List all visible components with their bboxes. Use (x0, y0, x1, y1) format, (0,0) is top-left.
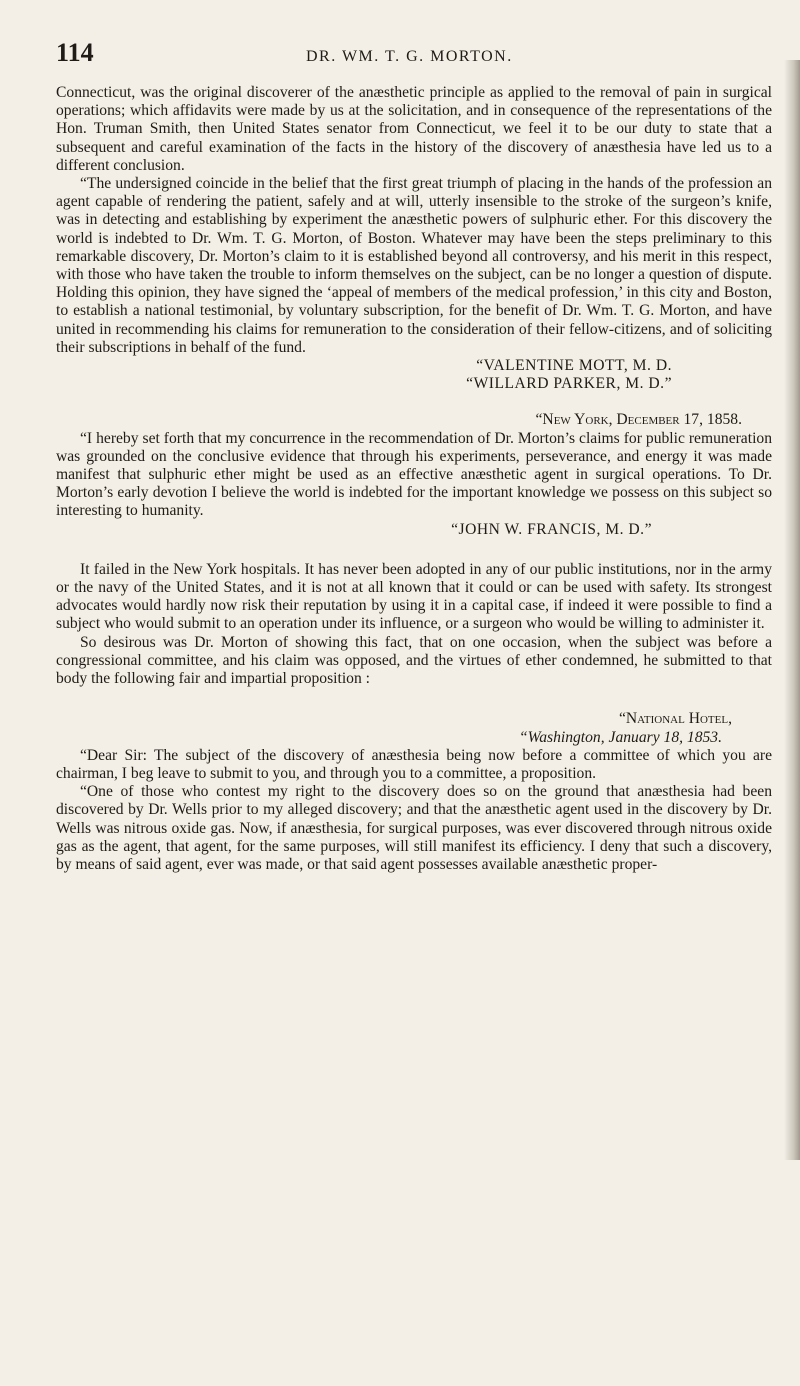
paragraph-letter-argument: “One of those who contest my right to the discovery does so on the ground that anæsthesia had been discovered by Dr. Wells prior to my alleged discovery; and that the anæsthetic agent used in the discovery by Dr. Wells was nitrous oxide gas. Now, if anæsthesia, for surgical purposes, was ever discovered through nitrous oxide gas as the agent, that agent, for the same purposes, will still manifest its efficiency. I deny that such a discovery, by means of said agent, ever was made, or that said agent possesses available anæsthetic proper- (56, 783, 772, 873)
signature-francis: “JOHN W. FRANCIS, M. D.” (451, 520, 652, 538)
paragraph-francis-statement: “I hereby set forth that my concurrence in the recommendation of Dr. Morton’s claims for public remuneration was grounded on the conclusive evidence that through his experiments, perseverance, and energy it was made manifest that sulphuric ether might be used as an effective anæsthetic agent in surgical operations. To Dr. Morton’s early devotion I believe the world is indebted for the important knowledge we possess on this subject so interesting to humanity. (56, 429, 772, 520)
running-title: DR. WM. T. G. MORTON. (306, 48, 513, 65)
paragraph-hospitals: It failed in the New York hospitals. It has never been adopted in any of our public institutions, nor in the army or the navy of the United States, and it is not at all known that it could or can be used with safety. Its strongest advocates would hardly now risk their reputation by using it in a capital case, if indeed it were possible to find a subject who would submit to an operation under its influence, or a surgeon who would be willing to administer it. (56, 560, 772, 633)
book-page (56, 38, 772, 874)
paragraph-joint-statement: “The undersigned coincide in the belief that the first great triumph of placing in the hands of the profession an agent capable of rendering the patient, safely and at will, utterly insensible to the stroke of the surgeon’s knife, was in detecting and establishing by experiment the anæsthetic powers of sulphuric ether. For this discovery the world is indebted to Dr. Wm. T. G. Morton, of Boston. Whatever may have been the steps preliminary to this remarkable discovery, Dr. Morton’s claim to it is established beyond all controversy, and his merit in this respect, with those who have taken the trouble to inform themselves on the subject, can be no longer a question of dispute. Holding this opinion, they have signed the ‘appeal of members of the medical profession,’ in this city and Boston, to establish a national testimonial, by voluntary subscription, for the benefit of Dr. Wm. T. G. Morton, and have united in recommending his claims for remuneration to the consideration of their fellow-citizens, and of soliciting their subscriptions in behalf of the fund. (56, 175, 772, 356)
dateline-national-hotel: “National Hotel, (618, 710, 732, 728)
signature-parker: “WILLARD PARKER, M. D.” (466, 375, 672, 393)
page-number: 114 (56, 38, 94, 67)
signature-mott: “VALENTINE MOTT, M. D. (476, 357, 672, 375)
paragraph-affidavit-retraction: Connecticut, was the original discoverer of the anæsthetic principle as applied to the removal of pain in surgical operations; which affidavits were made by us at the solicitation, and in consequence of the representations of the Hon. Truman Smith, then United States senator from Connecticut, we feel it to be our duty to state that a subsequent and careful examination of the facts in the history of the discovery of anæsthesia have led us to a different conclusion. (56, 84, 772, 174)
dateline-washington: “Washington, January 18, 1853. (518, 728, 722, 746)
dateline-new-york: “New York, December 17, 1858. (535, 411, 742, 429)
paragraph-letter-opening: “Dear Sir: The subject of the discovery of anæsthesia being now before a committee of which you are chairman, I beg leave to submit to you, and through you to a committee, a proposition. (56, 746, 772, 782)
paragraph-proposition-intro: So desirous was Dr. Morton of showing this fact, that on one occasion, when the subject was before a congressional committee, and his claim was opposed, and the virtues of ether condemned, he submitted to that body the following fair and impartial proposition : (56, 633, 772, 688)
running-head (56, 38, 772, 84)
page-edge-shadow (784, 60, 800, 1160)
